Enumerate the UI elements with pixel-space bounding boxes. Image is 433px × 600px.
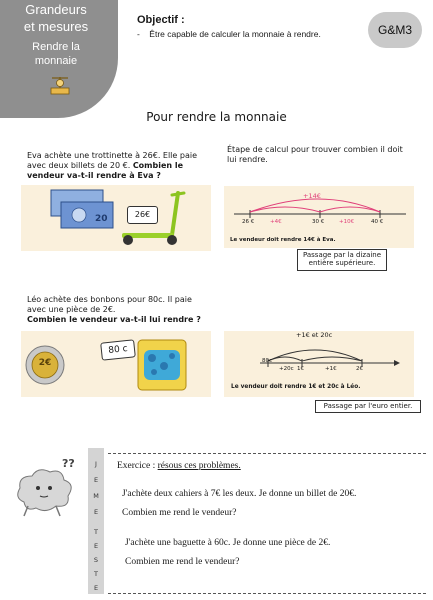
example1-tick-label-2: 30 € xyxy=(312,219,325,225)
exercise-problem1-line2: Combien me rend le vendeur? xyxy=(122,508,237,518)
objective-line xyxy=(137,29,321,39)
example1-question-start: Combien le xyxy=(132,161,184,170)
lesson-code-badge: G&M3 xyxy=(368,12,422,48)
example2-problem-line1: Léo achète des bonbons pour 80c. Il paie xyxy=(27,295,192,304)
exercise-problem2-line2: Combien me rend le vendeur? xyxy=(125,557,240,567)
example2-result: Le vendeur doit rendre 1€ et 20c à Léo. xyxy=(231,384,361,390)
unit-topic-line2: monnaie xyxy=(34,55,78,67)
objective-text: Être capable de calculer la monnaie à rendre. xyxy=(149,29,321,39)
example1-tick-label-3: 40 € xyxy=(371,219,384,225)
side-letter-5: T xyxy=(94,528,98,536)
question-marks: ?? xyxy=(62,457,75,470)
example1-jump-label-2: +10€ xyxy=(339,219,355,225)
example2-jump-label-2: +1€ xyxy=(325,366,337,372)
example1-jump-1 xyxy=(250,207,320,212)
exercise-problem2-line1: J'achète une baguette à 60c. Je donne une pièce de 2€. xyxy=(125,538,331,548)
example2-top-label: +1€ et 20c xyxy=(296,331,333,339)
example1-step-line2: lui rendre. xyxy=(227,155,268,164)
example2-tick-label-2: 1€ xyxy=(297,366,304,372)
coin-label: 2€ xyxy=(38,358,52,368)
unit-domain-line1: Grandeurs xyxy=(25,2,87,17)
example2-jump-1 xyxy=(268,357,302,361)
side-letter-8: T xyxy=(94,570,98,578)
side-letter-2: E xyxy=(93,476,99,484)
exercise-problem2 xyxy=(125,537,425,568)
section-heading: Pour rendre la monnaie xyxy=(146,110,287,124)
example1-note-line1: Passage par la dizaine xyxy=(302,251,382,259)
example1-tick-label-1: 26 € xyxy=(242,219,255,225)
side-letter-1: J xyxy=(95,460,97,468)
side-letter-9: E xyxy=(93,584,99,592)
exercise-bottom-border xyxy=(108,593,426,594)
objective-bullet: - xyxy=(137,29,140,39)
side-letter-4: E xyxy=(93,508,99,516)
example2-axis-arrow xyxy=(394,360,400,366)
exercise-instruction-text: résous ces problèmes. xyxy=(157,461,241,471)
example2-total-jump xyxy=(268,350,362,361)
example1-step xyxy=(227,145,427,165)
example2-tick-label-3: 2€ xyxy=(356,366,363,372)
example2-problem-line2: avec une pièce de 2€. xyxy=(27,305,116,314)
exercise-label: Exercice : xyxy=(117,461,156,471)
unit-domain-line2: et mesures xyxy=(23,19,89,34)
example1-jump-2 xyxy=(320,207,380,212)
side-letter-7: S xyxy=(93,556,99,564)
example1-jump-label-1: +4€ xyxy=(270,219,282,225)
exercise-problem1-line1: J'achète deux cahiers à 7€ les deux. Je donne un billet de 20€. xyxy=(122,489,357,499)
unit-corner-tab xyxy=(0,0,118,118)
scale-icon xyxy=(48,74,72,96)
example2-price-tag: 80 c xyxy=(100,339,136,360)
example2-problem xyxy=(27,295,227,325)
example1-result: Le vendeur doit rendre 14€ à Eva. xyxy=(230,237,336,243)
example2-note: Passage par l'euro entier. xyxy=(315,400,421,413)
exercise-problem1 xyxy=(122,488,427,519)
side-letter-3: M xyxy=(93,492,99,500)
exercise-instruction xyxy=(117,460,241,472)
example1-total-jump xyxy=(250,199,380,212)
example1-problem xyxy=(27,151,217,181)
example1-question-end: vendeur va-t-il rendre à Eva ? xyxy=(27,171,161,180)
example1-top-label: +14€ xyxy=(303,192,321,200)
example1-step-line1: Étape de calcul pour trouver combien il doit xyxy=(227,145,403,154)
candy-bag-icon xyxy=(132,336,192,394)
unit-topic-line1: Rendre la xyxy=(32,41,80,53)
example2-question: Combien le vendeur va-t-il lui rendre ? xyxy=(27,315,201,324)
svg-text:20: 20 xyxy=(95,214,108,224)
example2-jump-label-1: +20c xyxy=(279,366,294,372)
exercise-top-border xyxy=(108,453,426,454)
example1-note-line2: entière supérieure. xyxy=(308,259,376,267)
example1-note xyxy=(297,249,387,271)
objective-title: Objectif : xyxy=(137,14,185,26)
thinking-cloud-mascot-icon xyxy=(10,462,86,520)
example1-problem-line2: avec deux billets de 20 €. xyxy=(27,161,131,170)
example1-price-tag: 26€ xyxy=(127,206,158,224)
side-letter-6: E xyxy=(93,542,99,550)
je-me-teste-sidebar xyxy=(88,448,104,594)
example1-problem-line1: Eva achète une trottinette à 26€. Elle paie xyxy=(27,151,197,160)
example2-tick-label-1: 80c xyxy=(262,358,273,364)
